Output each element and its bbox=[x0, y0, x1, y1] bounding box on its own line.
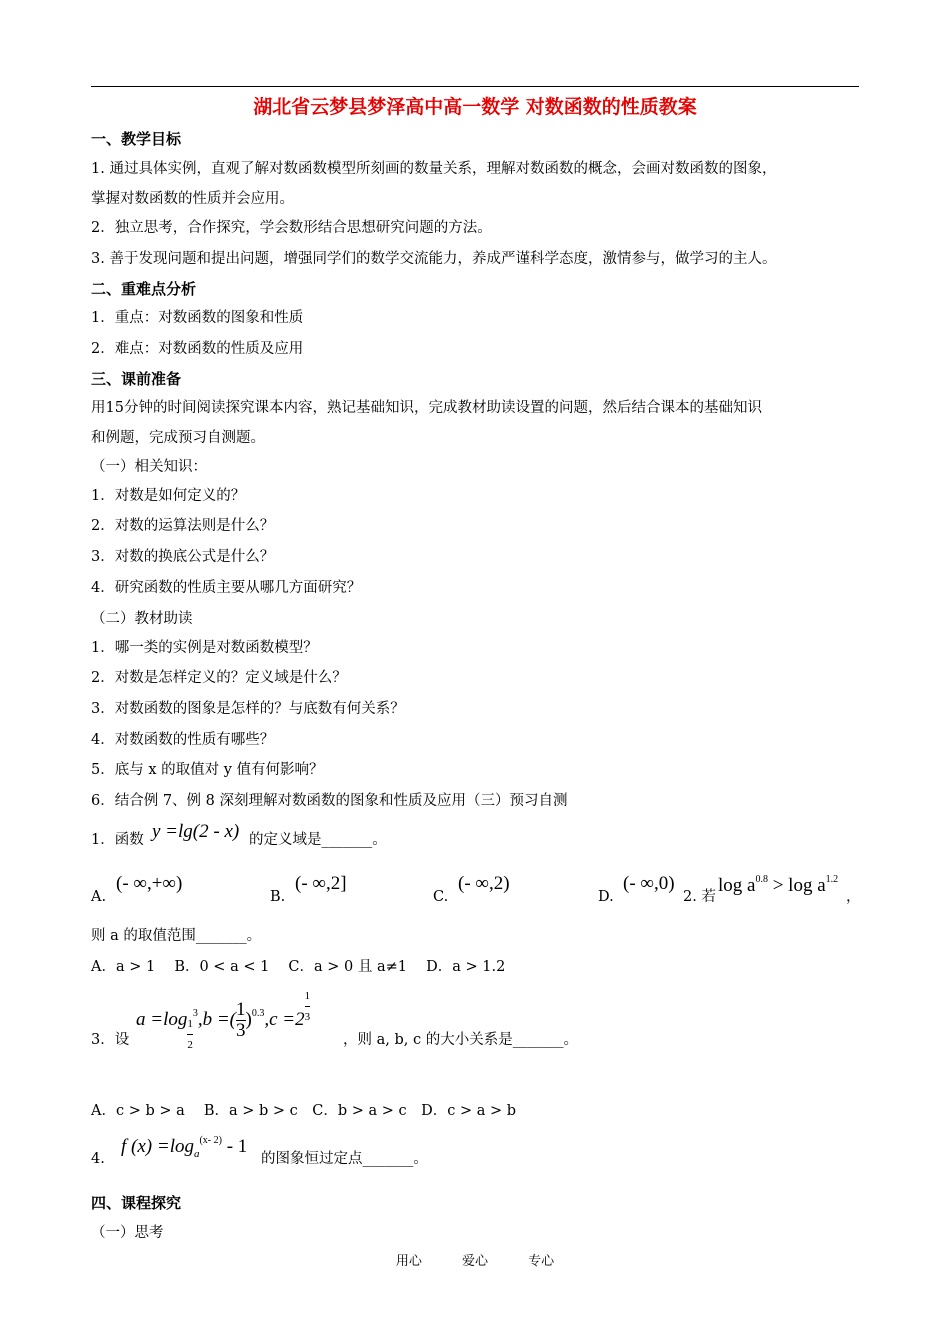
subheading-related-knowledge: （一）相关知识： bbox=[91, 459, 207, 475]
footer-text-1: 用心 bbox=[395, 1254, 422, 1269]
goal-1: 1. 通过具体实例，直观了解对数函数模型所刻画的数量关系，理解对数函数的概念，会画对数函数的图象， bbox=[91, 161, 777, 177]
option-b-label: B. bbox=[270, 889, 286, 905]
exercise-1-formula: y =lg(2 - x) bbox=[152, 821, 240, 842]
exercise-4-prefix: 4. bbox=[91, 1151, 105, 1167]
knowledge-q2: 2．对数的运算法则是什么？ bbox=[91, 518, 275, 534]
exercise-4-suffix: 的图象恒过定点_______。 bbox=[261, 1151, 428, 1167]
reading-q4: 4．对数函数的性质有哪些？ bbox=[91, 732, 275, 748]
footer-text-3: 专心 bbox=[528, 1254, 555, 1269]
goal-3: 3. 善于发现问题和提出问题，增强同学们的数学交流能力，养成严谨科学态度，激情参与，做学习的主人。 bbox=[91, 251, 777, 267]
header-rule bbox=[91, 86, 859, 87]
section-heading-goals: 一、教学目标 bbox=[91, 130, 182, 148]
exercise-2-prefix: 2. 若 bbox=[683, 889, 716, 905]
prep-intro-1: 用15分钟的时间阅读探究课本内容，熟记基础知识，完成教材助读设置的问题，然后结合课本的基础知识 bbox=[91, 400, 762, 416]
reading-q2: 2．对数是怎样定义的？定义域是什么？ bbox=[91, 670, 347, 686]
exercise-2-comma: ， bbox=[846, 889, 861, 905]
goal-1-cont: 掌握对数函数的性质并会应用。 bbox=[91, 191, 294, 207]
exercise-3-prefix: 3．设 bbox=[91, 1032, 130, 1048]
exercise-1-prefix: 1．函数 bbox=[91, 832, 144, 848]
exercise-3-formula: a =log $\frac{1}{2}$ $^3$,b =( $\frac{1}{3}$ )$^{0.3}$,c =2 $\frac{1}{3}$ bbox=[136, 1000, 310, 1041]
subheading-textbook-reading: （二）教材助读 bbox=[91, 611, 193, 627]
subheading-think: （一）思考 bbox=[91, 1225, 164, 1241]
keypoint-2: 2．难点：对数函数的性质及应用 bbox=[91, 341, 304, 357]
exercise-3-suffix: ，则 a, b, c 的大小关系是_______。 bbox=[343, 1032, 578, 1048]
reading-q6: 6．结合例 7、例 8 深刻理解对数函数的图象和性质及应用（三）预习自测 bbox=[91, 793, 568, 809]
knowledge-q4: 4．研究函数的性质主要从哪几方面研究？ bbox=[91, 580, 362, 596]
reading-q5: 5．底与 x 的取值对 y 值有何影响？ bbox=[91, 762, 324, 778]
option-a-label: A. bbox=[91, 889, 107, 905]
section-heading-prep: 三、课前准备 bbox=[91, 370, 182, 388]
option-d-label: D. bbox=[598, 889, 614, 905]
option-c-label: C. bbox=[433, 889, 449, 905]
reading-q1: 1．哪一类的实例是对数函数模型？ bbox=[91, 640, 318, 656]
reading-q3: 3．对数函数的图象是怎样的？与底数有何关系？ bbox=[91, 701, 405, 717]
exercise-1-suffix: 的定义域是_______。 bbox=[249, 832, 387, 848]
section-heading-exploration: 四、课程探究 bbox=[91, 1194, 182, 1212]
option-a-value: (- ∞,+∞) bbox=[116, 873, 183, 894]
option-d-value: (- ∞,0) bbox=[623, 873, 675, 894]
exercise-2-options: A．a > 1 B．0 < a < 1 C．a > 0 且 a≠1 D．a > 1.2 bbox=[91, 959, 506, 975]
knowledge-q3: 3．对数的换底公式是什么？ bbox=[91, 549, 275, 565]
exercise-3-options: A．c > b > a B．a > b > c C．b > a > c D．c > a > b bbox=[91, 1103, 517, 1119]
option-c-value: (- ∞,2) bbox=[458, 873, 510, 894]
exercise-2-question: 则 a 的取值范围_______。 bbox=[91, 928, 262, 944]
keypoint-1: 1．重点：对数函数的图象和性质 bbox=[91, 310, 304, 326]
footer-text-2: 爱心 bbox=[461, 1254, 488, 1269]
page-title: 湖北省云梦县梦泽高中高一数学 对数函数的性质教案 bbox=[253, 96, 697, 118]
goal-2: 2．独立思考，合作探究，学会数形结合思想研究问题的方法。 bbox=[91, 220, 492, 236]
page-footer bbox=[0, 1250, 950, 1269]
exercise-4-formula: f $(x) =\log_a^{(x- 2)} - 1$ bbox=[121, 1135, 248, 1160]
prep-intro-2: 和例题，完成预习自测题。 bbox=[91, 430, 265, 446]
exercise-2-formula: $\log a^{0.8} > \log a^{1.2}$ bbox=[718, 874, 839, 896]
knowledge-q1: 1．对数是如何定义的？ bbox=[91, 488, 246, 504]
option-b-value: (- ∞,2] bbox=[295, 873, 347, 894]
section-heading-keypoints: 二、重难点分析 bbox=[91, 280, 197, 298]
